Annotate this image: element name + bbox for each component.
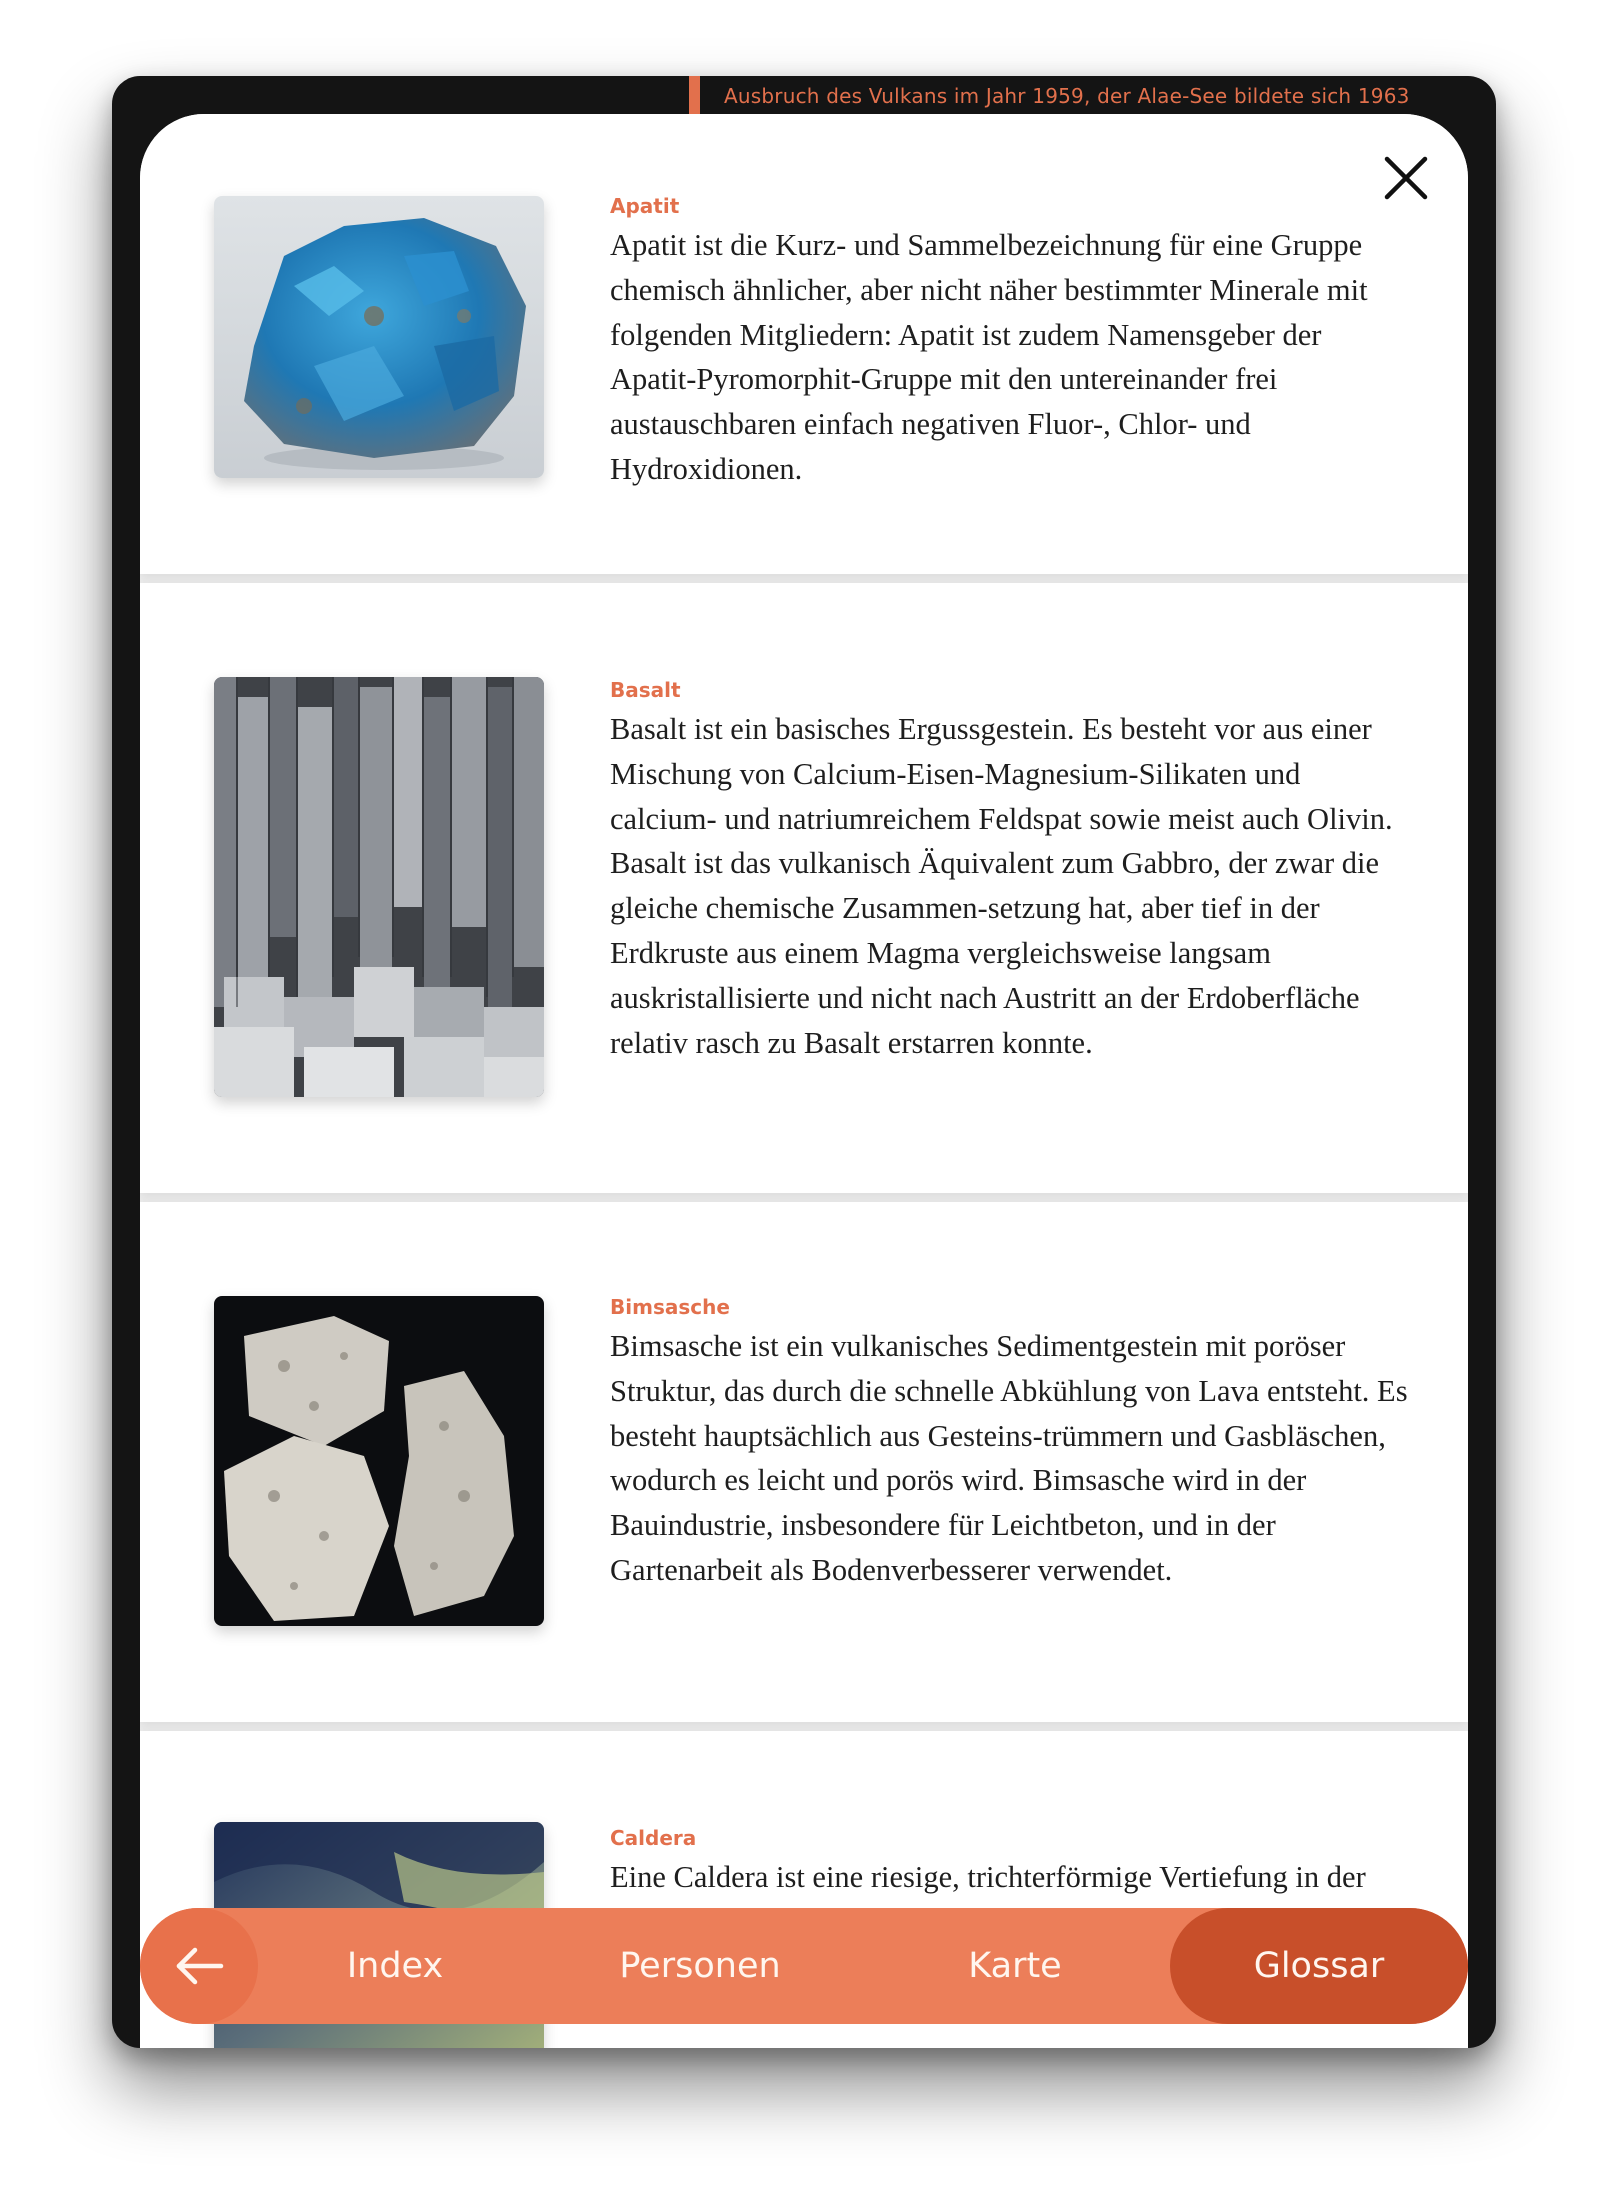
entry-term: Caldera <box>610 1826 697 1850</box>
apatite-mineral-photo <box>214 196 544 478</box>
entry-term: Apatit <box>610 194 680 218</box>
back-button[interactable] <box>140 1908 258 2024</box>
glossary-entry-bimsasche <box>140 1202 1468 1722</box>
arrow-left-icon <box>173 1946 225 1986</box>
nav-item-personen[interactable]: Personen <box>619 1946 781 1986</box>
bottom-navigation <box>140 1908 1468 2024</box>
banner-accent-bar <box>689 76 700 114</box>
entry-description: Eine Caldera ist eine riesige, trichterförmige Vertiefung in der <box>610 1860 1366 1894</box>
entry-description: Apatit ist die Kurz- und Sammelbezeichnung für eine Gruppe chemisch ähnlicher, aber nicht näher bestimmter Minerale mit folgenden Mitgliedern: Apatit ist zudem Namensgeber der Apatit-Pyromorphit-Gruppe mit den untereinander frei austauschbaren einfach negativen Fluor-, Chlor- und Hydroxidionen. <box>610 228 1368 486</box>
tablet-frame <box>112 76 1496 2048</box>
basalt-columns-photo <box>214 677 544 1097</box>
nav-item-index[interactable]: Index <box>346 1946 444 1986</box>
glossary-sheet <box>140 114 1468 2048</box>
entry-description: Bimsasche ist ein vulkanisches Sedimentgestein mit poröser Struktur, das durch die schnelle Abkühlung von Lava entsteht. Es besteht hauptsächlich aus Gesteins-trümmern und Gasbläschen, wodurch es leicht und porös wird. Bimsasche wird in der Bauindustrie, insbesondere für Leichtbeton, und in der Gartenarbeit als Bodenverbesserer verwendet. <box>610 1329 1408 1587</box>
pumice-stones-photo <box>214 1296 544 1626</box>
glossary-entry-basalt <box>140 583 1468 1193</box>
close-button[interactable] <box>1376 148 1436 208</box>
entry-term: Bimsasche <box>610 1295 730 1319</box>
nav-item-glossar[interactable]: Glossar <box>1170 1908 1468 2024</box>
nav-item-karte[interactable]: Karte <box>968 1946 1062 1986</box>
entry-description: Basalt ist ein basisches Ergussgestein. Es besteht vor aus einer Mischung von Calcium-Eisen-Magnesium-Silikaten und calcium- und natriumreichem Feldspat sowie meist auch Olivin. Basalt ist das vulkanisch Äquivalent zum Gabbro, der zwar die gleiche chemische Zusammen-setzung hat, aber tief in der Erdkruste aus einem Magma vergleichsweise langsam auskristallisierte und nicht nach Austritt an der Erdoberfläche relativ rasch zu Basalt erstarren konnte. <box>610 712 1393 1060</box>
entry-term: Basalt <box>610 678 681 702</box>
glossary-entry-apatit <box>140 114 1468 574</box>
banner-text: Ausbruch des Vulkans im Jahr 1959, der Alae-See bildete sich 1963 <box>724 84 1410 108</box>
close-icon <box>1383 155 1429 201</box>
